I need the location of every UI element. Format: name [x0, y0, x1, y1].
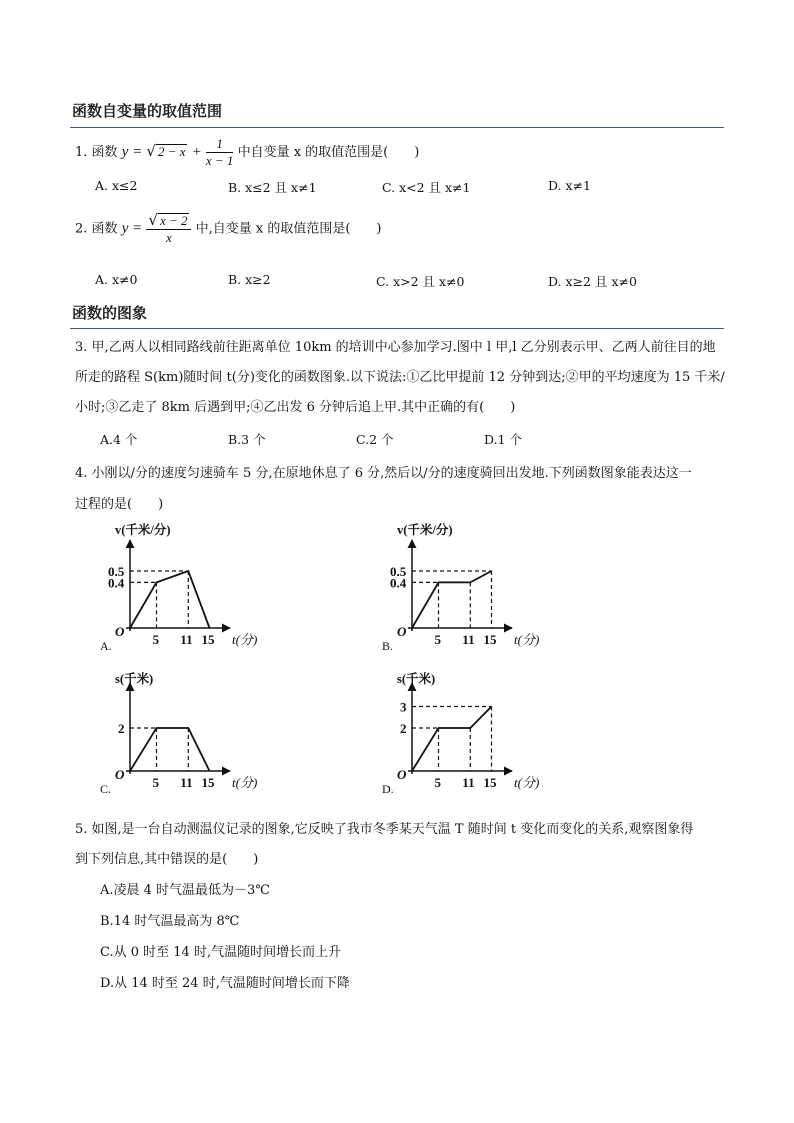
graph-origin-label: O	[115, 767, 125, 782]
q3-option-c[interactable]: C.2 个	[356, 432, 394, 447]
graph-y-axis-label: s(千米)	[397, 672, 436, 686]
q3-option-b[interactable]: B.3 个	[228, 432, 266, 447]
q1-frac-den: x − 1	[205, 153, 234, 168]
q3-option-d[interactable]: D.1 个	[484, 432, 522, 447]
graph-origin-label: O	[397, 767, 407, 782]
graph-option-label: D.	[382, 782, 394, 796]
graph-series-line	[130, 571, 210, 628]
q1-option-c[interactable]: C. x<2 且 x≠1	[382, 180, 471, 195]
graph-x-tick-label: 5	[434, 775, 441, 790]
graph-x-tick-label: 15	[201, 775, 215, 790]
graph-x-tick-label: 15	[201, 632, 215, 647]
graph-y-axis-label: v(千米/分)	[115, 523, 171, 537]
graph-y-tick-label: 0.4	[108, 575, 125, 591]
graph-x-tick-label: 5	[152, 775, 159, 790]
section-title-domain: 函数自变量的取值范围	[72, 102, 223, 120]
graph-x-tick-label: 11	[180, 632, 193, 647]
q2-radicand: x − 2	[159, 213, 188, 228]
sqrt-icon: √	[146, 142, 156, 160]
q1-option-a[interactable]: A. x≤2	[95, 178, 138, 193]
q1-option-d[interactable]: D. x≠1	[548, 178, 591, 193]
q2-option-b[interactable]: B. x≥2	[228, 272, 271, 287]
graph-x-axis-label: t(分)	[514, 632, 540, 647]
graph-x-axis-label: t(分)	[232, 632, 258, 647]
graph-option-label: B.	[382, 639, 394, 653]
q2-option-a[interactable]: A. x≠0	[95, 272, 138, 287]
q1-plus: +	[191, 144, 202, 160]
graph-series-line	[412, 571, 492, 628]
q1-y-eq: y =	[121, 144, 143, 160]
question-4-line2: 过程的是( )	[75, 497, 164, 512]
graph-series-line	[412, 707, 492, 772]
graph-y-axis-label: v(千米/分)	[397, 523, 453, 537]
q3-option-a[interactable]: A.4 个	[100, 432, 138, 447]
q1-lead: 函数	[91, 145, 118, 160]
graph-x-tick-label: 15	[483, 632, 497, 647]
q1-option-b[interactable]: B. x≤2 且 x≠1	[228, 180, 317, 195]
q2-frac-den: x	[166, 230, 172, 245]
question-5-line2: 到下列信息,其中错误的是( )	[75, 852, 259, 867]
q2-y-eq: y =	[121, 220, 143, 237]
question-3: 3. 甲,乙两人以相同路线前往距离单位 10km 的培训中心参加学习.图中 l 甲,l 乙分别表示甲、乙两人前往目的地所走的路程 S(km)随时间 t(分)变化的函数图象.以下说法:①乙比甲提前 12 分钟到达;②甲的平均速度为 15 千米/小时;③乙走了 8km 后遇到甲;④乙出发 6 分钟后追上甲.其中正确的有( )	[75, 340, 725, 415]
graph-x-axis-label: t(分)	[232, 775, 258, 790]
graph-origin-label: O	[115, 624, 125, 639]
q1-tail: 中自变量 x 的取值范围是( )	[237, 145, 420, 160]
q2-tail: 中,自变量 x 的取值范围是( )	[195, 221, 382, 237]
graph-x-tick-label: 5	[152, 632, 159, 647]
q5-option-c[interactable]: C.从 0 时至 14 时,气温随时间增长而上升	[100, 945, 342, 960]
graph-x-tick-label: 11	[462, 632, 475, 647]
q1-radicand: 2 − x	[157, 144, 186, 159]
graph-x-tick-label: 11	[462, 775, 475, 790]
q5-option-d[interactable]: D.从 14 时至 24 时,气温随时间增长而下降	[100, 976, 350, 991]
q2-number: 2.	[75, 221, 88, 237]
graph-series-line	[130, 728, 210, 771]
graph-x-axis-label: t(分)	[514, 775, 540, 790]
question-5-line1: 5. 如图,是一台自动测温仪记录的图象,它反映了我市冬季某天气温 T 随时间 t 变化而变化的关系,观察图象得	[75, 822, 694, 837]
graph-origin-label: O	[397, 624, 407, 639]
graph-option-label: A.	[100, 639, 112, 653]
graph-x-tick-label: 11	[180, 775, 193, 790]
q2-lead: 函数	[91, 221, 118, 237]
graph-x-tick-label: 15	[483, 775, 497, 790]
graph-y-tick-label: 0.4	[390, 575, 407, 591]
graph-y-tick-label: 2	[400, 721, 407, 736]
q5-option-b[interactable]: B.14 时气温最高为 8℃	[100, 914, 240, 929]
graph-y-axis-label: s(千米)	[115, 672, 154, 686]
q1-frac-num: 1	[206, 136, 234, 153]
q5-option-a[interactable]: A.凌晨 4 时气温最低为－3℃	[100, 883, 270, 898]
q2-option-c[interactable]: C. x>2 且 x≠0	[376, 274, 465, 289]
q2-option-d[interactable]: D. x≥2 且 x≠0	[548, 274, 637, 289]
graph-y-tick-label: 0.5	[390, 564, 407, 579]
graph-y-tick-label: 2	[118, 721, 125, 736]
graph-x-tick-label: 5	[434, 632, 441, 647]
graph-y-tick-label: 3	[400, 699, 407, 715]
q1-number: 1.	[75, 145, 88, 160]
section-title-graphs: 函数的图象	[72, 304, 148, 322]
graph-option-label: C.	[100, 782, 112, 796]
question-4-line1: 4. 小刚以/分的速度匀速骑车 5 分,在原地休息了 6 分,然后以/分的速度骑回出发地.下列函数图象能表达这一	[75, 466, 692, 481]
graph-y-tick-label: 0.5	[108, 564, 125, 579]
sqrt-icon: √	[148, 211, 158, 229]
